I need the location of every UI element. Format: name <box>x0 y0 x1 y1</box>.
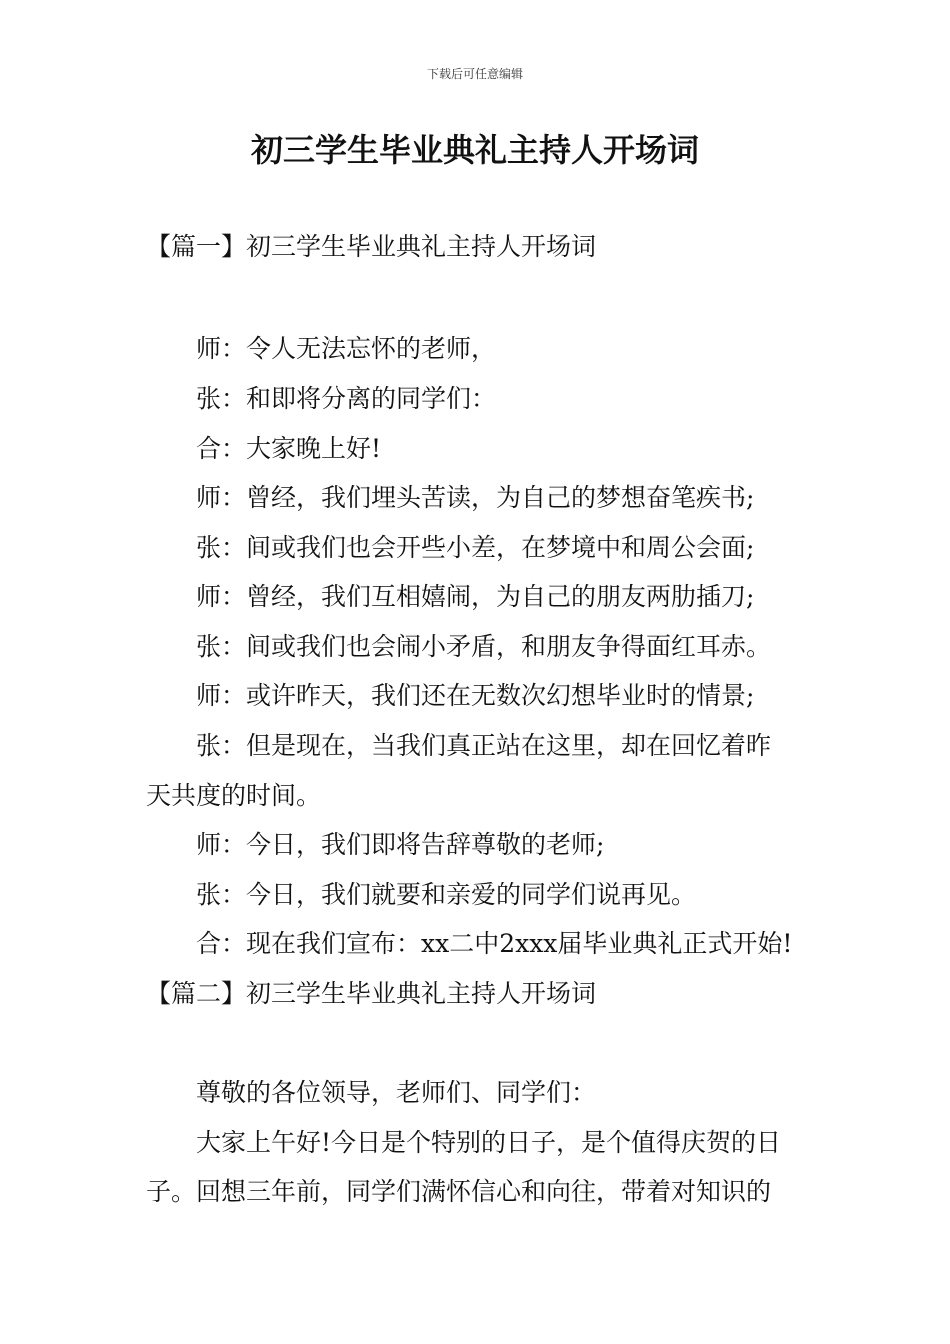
document-title: 初三学生毕业典礼主持人开场词 <box>250 131 699 169</box>
paragraph-line: 合：大家晚上好! <box>196 434 382 463</box>
paragraph-line-continuation: 天共度的时间。 <box>146 781 322 810</box>
paragraph-line: 大家上午好!今日是个特别的日子，是个值得庆贺的日 <box>196 1128 782 1157</box>
paragraph-line: 师：令人无法忘怀的老师， <box>196 334 497 363</box>
paragraph-line: 师：曾经，我们埋头苦读，为自己的梦想奋笔疾书; <box>196 483 755 512</box>
section-heading-1: 【篇一】初三学生毕业典礼主持人开场词 <box>146 232 597 261</box>
paragraph-line: 师：曾经，我们互相嬉闹，为自己的朋友两肋插刀; <box>196 582 755 611</box>
paragraph-line: 张：今日，我们就要和亲爱的同学们说再见。 <box>196 880 697 909</box>
paragraph-line: 张：间或我们也会闹小矛盾，和朋友争得面红耳赤。 <box>196 632 772 661</box>
paragraph-line: 合：现在我们宣布：xx二中2xxx届毕业典礼正式开始! <box>196 929 793 958</box>
paragraph-line: 师：今日，我们即将告辞尊敬的老师; <box>196 830 605 859</box>
header-note: 下载后可任意编辑 <box>426 67 523 81</box>
paragraph-line: 尊敬的各位领导，老师们、同学们： <box>196 1078 597 1107</box>
paragraph-line: 师：或许昨天，我们还在无数次幻想毕业时的情景; <box>196 681 755 710</box>
paragraph-line-continuation: 子。回想三年前，同学们满怀信心和向往，带着对知识的 <box>146 1177 772 1206</box>
paragraph-line: 张：但是现在，当我们真正站在这里，却在回忆着昨 <box>196 731 772 760</box>
section-heading-2: 【篇二】初三学生毕业典礼主持人开场词 <box>146 979 597 1008</box>
paragraph-line: 张：和即将分离的同学们： <box>196 384 497 413</box>
paragraph-line: 张：间或我们也会开些小差，在梦境中和周公会面; <box>196 533 755 562</box>
